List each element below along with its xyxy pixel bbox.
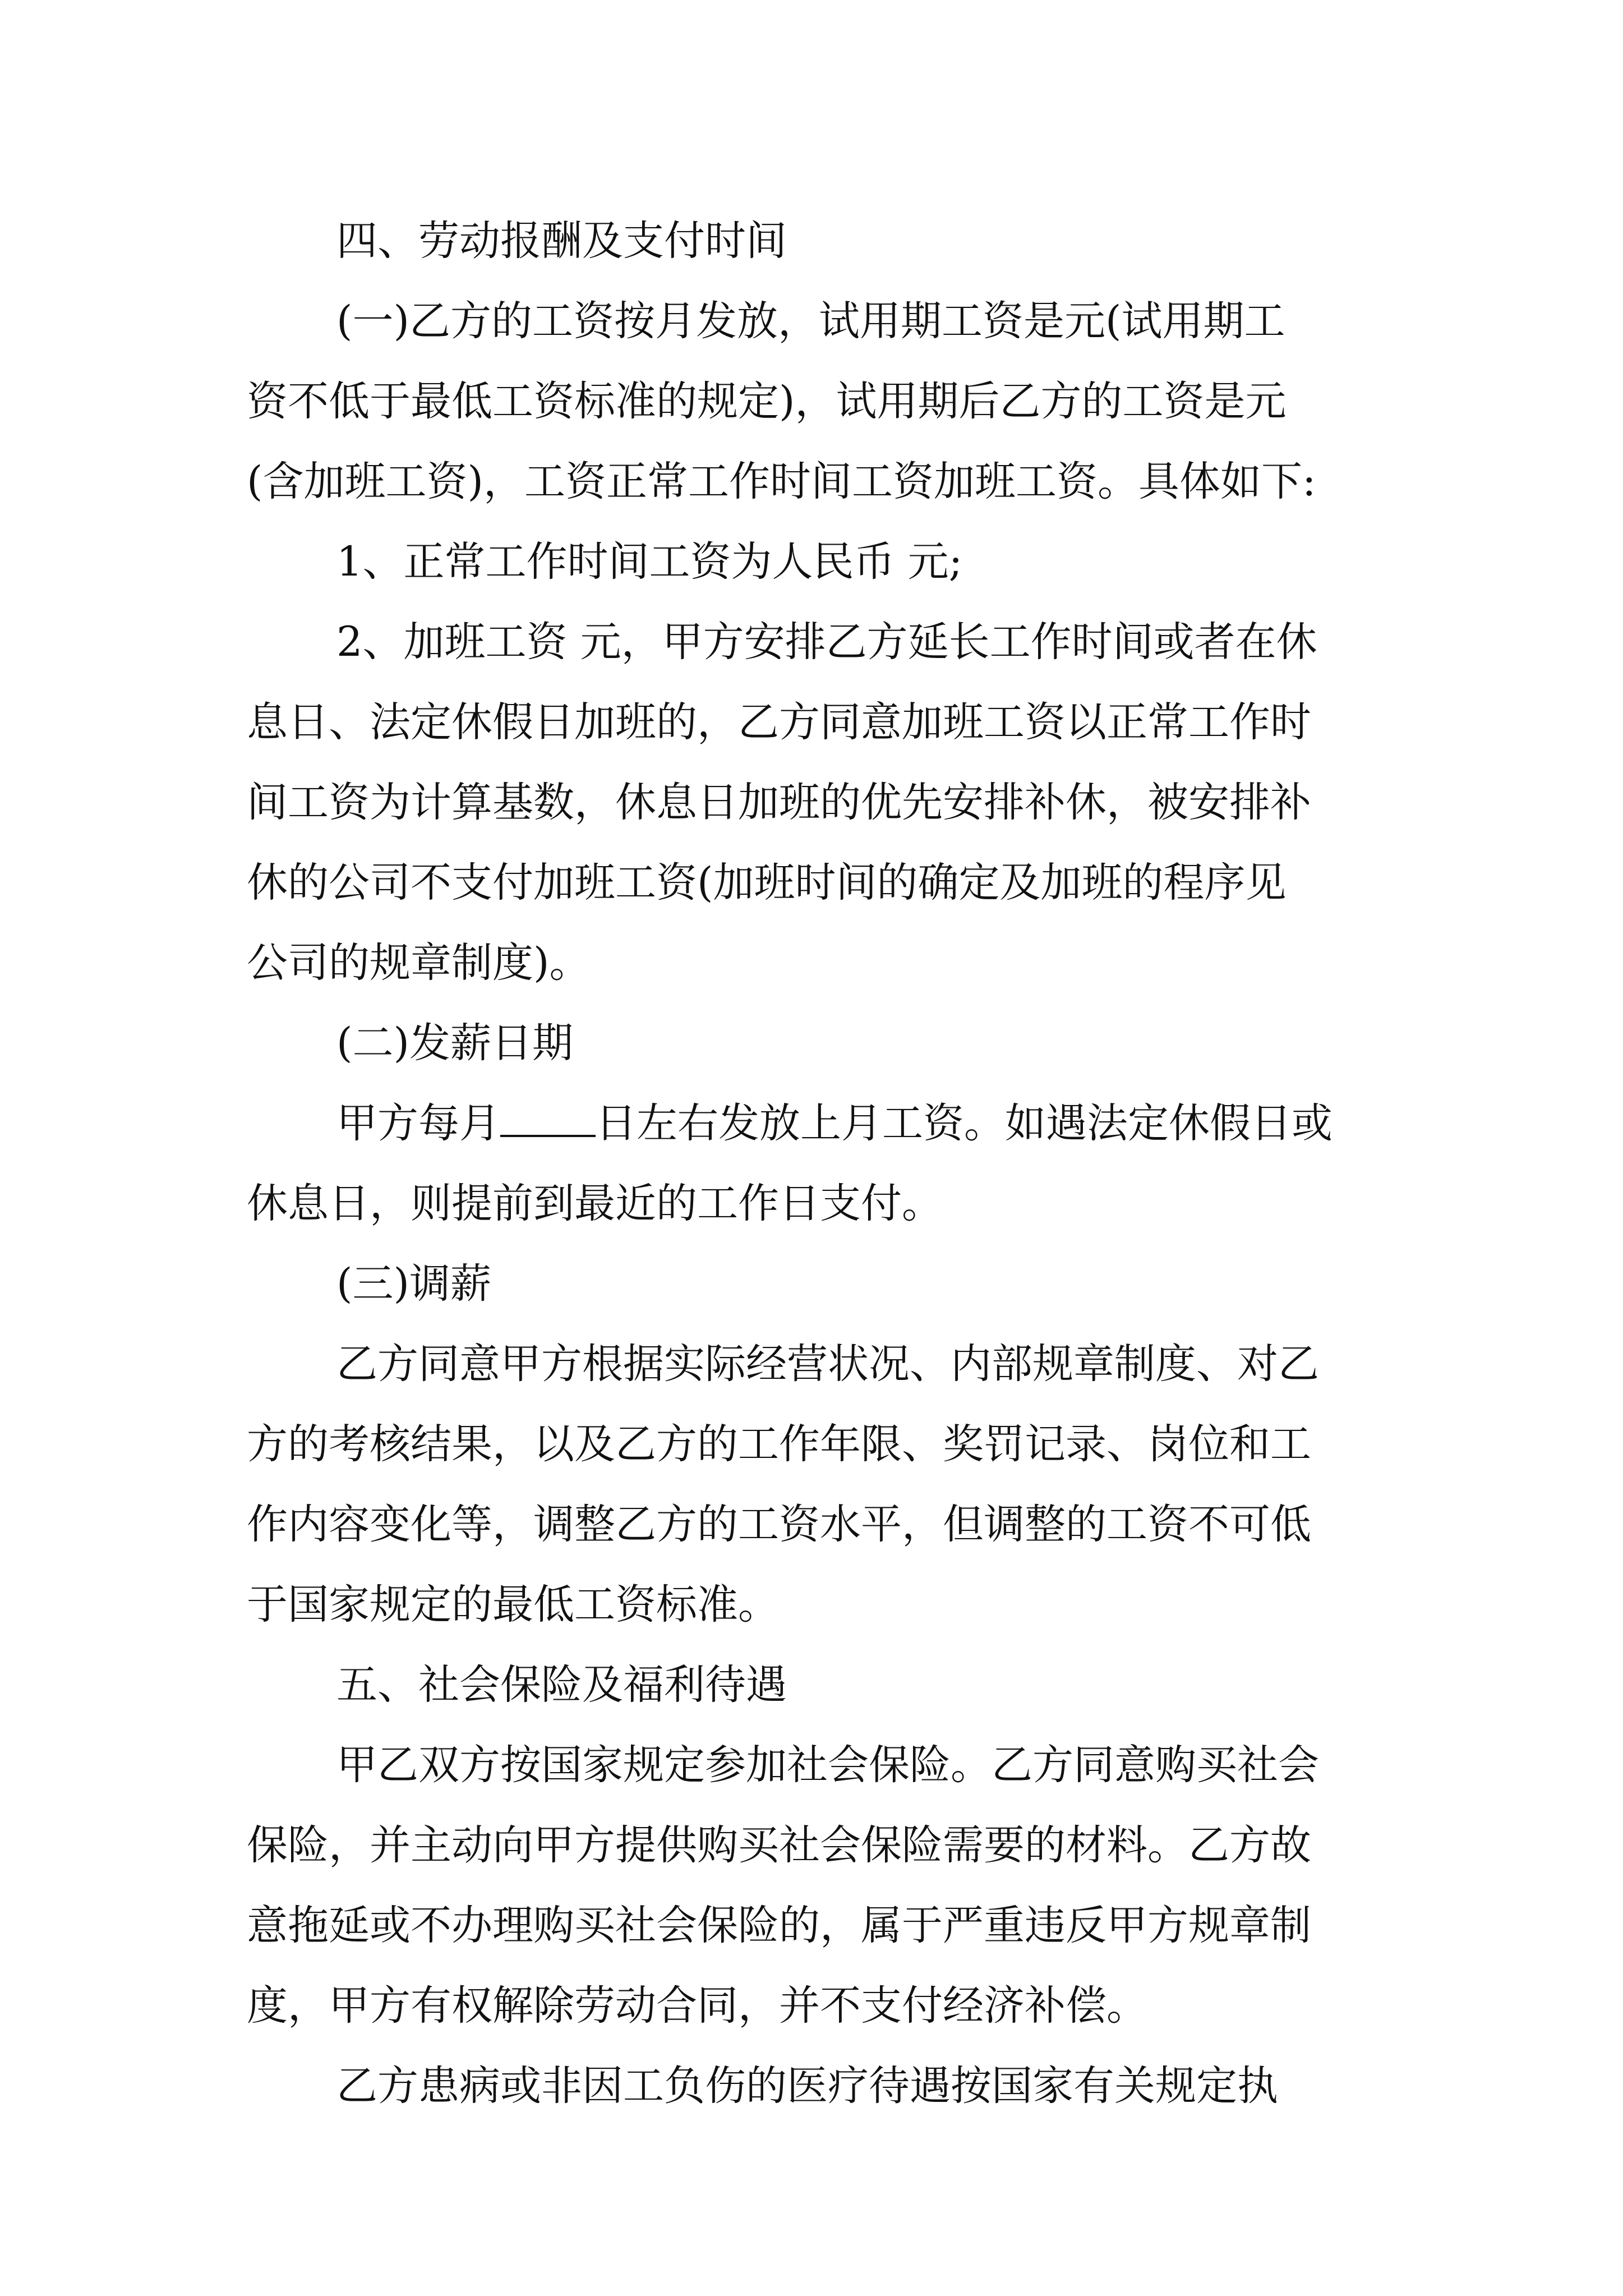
paragraph-line: 2、加班工资 元，甲方安排乙方延长工作时间或者在休 (336, 618, 1317, 666)
paragraph-line: 息日、法定休假日加班的，乙方同意加班工资以正常工作时 (247, 698, 1311, 746)
paragraph-line: 作内容变化等，调整乙方的工资水平，但调整的工资不可低 (247, 1501, 1311, 1548)
fill-in-blank (500, 1101, 596, 1137)
paragraph-line: 乙方同意甲方根据实际经营状况、内部规章制度、对乙 (336, 1340, 1319, 1388)
paragraph-line: (一)乙方的工资按月发放，试用期工资是元(试用期工 (336, 297, 1285, 345)
paragraph-line: 休的公司不支付加班工资(加班时间的确定及加班的程序见 (247, 859, 1287, 907)
paragraph-line: 方的考核结果，以及乙方的工作年限、奖罚记录、岗位和工 (247, 1420, 1311, 1468)
paragraph-line: 1、正常工作时间工资为人民币 元; (336, 538, 963, 586)
section-heading-4: 四、劳动报酬及支付时间 (336, 217, 787, 265)
paragraph-line: 公司的规章制度)。 (247, 939, 591, 987)
paragraph-line: 意拖延或不办理购买社会保险的，属于严重违反甲方规章制 (247, 1902, 1311, 1949)
paragraph-line: (含加班工资)，工资正常工作时间工资加班工资。具体如下: (247, 458, 1316, 505)
paragraph-text: 甲方每月 (336, 1099, 500, 1147)
paragraph-line: 休息日，则提前到最近的工作日支付。 (247, 1180, 943, 1227)
paragraph-line: 度，甲方有权解除劳动合同，并不支付经济补偿。 (247, 1982, 1147, 2030)
section-heading-5: 五、社会保险及福利待遇 (336, 1661, 787, 1709)
paragraph-line: 资不低于最低工资标准的规定)，试用期后乙方的工资是元 (247, 378, 1287, 425)
paragraph-text: 日左右发放上月工资。如遇法定休假日或 (596, 1099, 1332, 1147)
paragraph-line: 甲乙双方按国家规定参加社会保险。乙方同意购买社会 (336, 1741, 1319, 1789)
paragraph-line-with-blank (336, 1084, 1332, 1163)
paragraph-line: 保险，并主动向甲方提供购买社会保险需要的材料。乙方故 (247, 1821, 1311, 1869)
paragraph-line: 于国家规定的最低工资标准。 (247, 1581, 779, 1628)
subheading-salary-adjustment: (三)调薪 (336, 1260, 491, 1308)
subheading-pay-date: (二)发薪日期 (336, 1019, 573, 1067)
paragraph-line: 间工资为计算基数，休息日加班的优先安排补休，被安排补 (247, 779, 1311, 826)
paragraph-line: 乙方患病或非因工负伤的医疗待遇按国家有关规定执 (336, 2062, 1278, 2110)
